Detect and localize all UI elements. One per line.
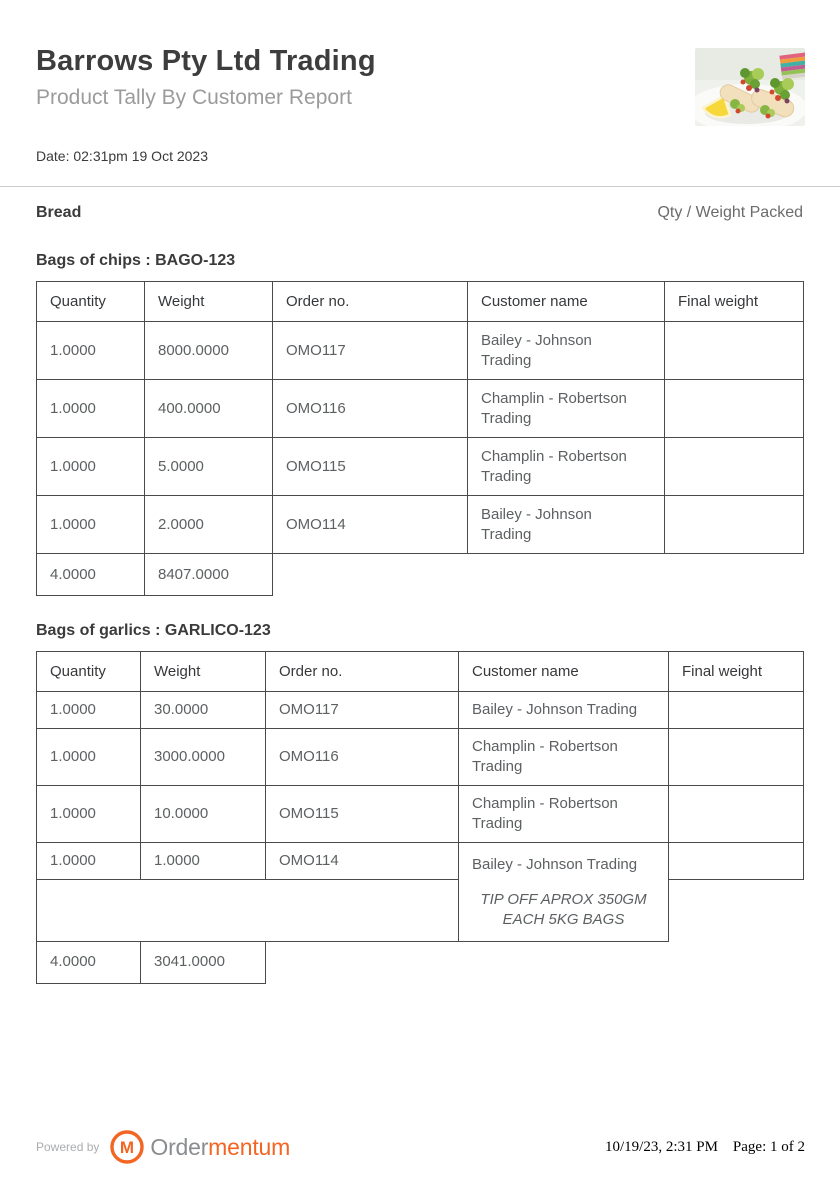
- total-weight-cell: 3041.0000: [141, 941, 266, 983]
- customer-cell: [459, 786, 669, 843]
- weight-cell: 5.0000: [145, 438, 273, 496]
- totals-ghost-cell: [273, 554, 804, 596]
- quantity-cell: 1.0000: [37, 322, 145, 380]
- order-no-cell: OMO114: [266, 843, 459, 880]
- column-header: Final weight: [665, 282, 804, 322]
- quantity-cell: 1.0000: [37, 786, 141, 843]
- final-weight-cell: [669, 729, 804, 786]
- order-no-cell: OMO116: [266, 729, 459, 786]
- salad-wraps-image: [695, 48, 805, 126]
- footer-page-number: Page: 1 of 2: [732, 1138, 805, 1155]
- customer-name: Champlin - Robertson Trading: [472, 795, 618, 832]
- weight-cell: 10.0000: [141, 786, 266, 843]
- order-no-cell: OMO117: [273, 322, 468, 380]
- column-header: Order no.: [273, 282, 468, 322]
- customer-name: Champlin - Robertson Trading: [481, 447, 627, 485]
- wordmark-order: Order: [150, 1134, 209, 1160]
- column-header: Quantity: [37, 282, 145, 322]
- totals-row: [37, 554, 804, 596]
- order-no-cell: OMO115: [266, 786, 459, 843]
- weight-cell: 400.0000: [145, 380, 273, 438]
- report-date: Date: 02:31pm 19 Oct 2023: [36, 148, 208, 164]
- column-header: Order no.: [266, 652, 459, 692]
- weight-cell: 1.0000: [141, 843, 266, 880]
- report-body: [0, 204, 840, 984]
- quantity-cell: 1.0000: [37, 729, 141, 786]
- quantity-cell: 1.0000: [37, 496, 145, 554]
- order-no-cell: OMO115: [273, 438, 468, 496]
- ordermentum-logo-icon: [109, 1129, 145, 1165]
- report-subtitle: Product Tally By Customer Report: [36, 86, 352, 109]
- customer-name: Champlin - Robertson Trading: [481, 389, 627, 427]
- weight-cell: 2.0000: [145, 496, 273, 554]
- category-label: Bread: [36, 204, 82, 221]
- final-weight-cell: [665, 380, 804, 438]
- note-row: [37, 880, 804, 942]
- final-weight-cell: [665, 496, 804, 554]
- category-row: [36, 204, 803, 222]
- column-header: Weight: [141, 652, 266, 692]
- table-row: [37, 322, 804, 380]
- product-table-garlics: [36, 651, 804, 984]
- product-heading-garlics: Bags of garlics : GARLICO-123: [36, 622, 271, 639]
- final-weight-cell: [669, 843, 804, 880]
- customer-cell: [468, 380, 665, 438]
- final-weight-cell: [665, 438, 804, 496]
- table-row: [37, 380, 804, 438]
- powered-by-label: Powered by: [36, 1140, 100, 1154]
- table-row: [37, 843, 804, 880]
- product-heading-chips: Bags of chips : BAGO-123: [36, 252, 236, 269]
- column-header: Final weight: [669, 652, 804, 692]
- table-header-row: [37, 652, 804, 692]
- column-header: Customer name: [468, 282, 665, 322]
- svg-text:M: M: [120, 1138, 135, 1157]
- order-no-cell: OMO114: [273, 496, 468, 554]
- customer-note: TIP OFF APROX 350GM EACH 5KG BAGS: [480, 890, 647, 928]
- quantity-cell: 1.0000: [37, 692, 141, 729]
- report-header: [0, 0, 840, 186]
- customer-cell: [459, 843, 669, 942]
- note-spacer-cell: [37, 880, 459, 942]
- totals-ghost-cell: [266, 941, 804, 983]
- table-row: [37, 729, 804, 786]
- ordermentum-wordmark: [150, 1129, 290, 1165]
- page-info: [605, 1139, 805, 1156]
- customer-cell: [459, 692, 669, 729]
- column-header: Weight: [145, 282, 273, 322]
- total-quantity-cell: 4.0000: [37, 554, 145, 596]
- footer-timestamp: 10/19/23, 2:31 PM: [604, 1138, 718, 1155]
- weight-cell: 8000.0000: [145, 322, 273, 380]
- totals-row: [37, 941, 804, 983]
- customer-cell: [468, 322, 665, 380]
- total-weight-cell: 8407.0000: [145, 554, 273, 596]
- table-row: [37, 786, 804, 843]
- header-divider: [0, 186, 840, 187]
- table-row: [37, 438, 804, 496]
- table-header-row: [37, 282, 804, 322]
- customer-name: Bailey - Johnson Trading: [481, 505, 592, 543]
- powered-by-block: [36, 1129, 290, 1165]
- customer-cell: [459, 729, 669, 786]
- customer-name: Champlin - Robertson Trading: [472, 738, 618, 775]
- customer-name: Bailey - Johnson Trading: [472, 701, 638, 718]
- customer-cell: [468, 496, 665, 554]
- table-row: [37, 692, 804, 729]
- order-no-cell: OMO117: [266, 692, 459, 729]
- quantity-cell: 1.0000: [37, 438, 145, 496]
- weight-cell: 30.0000: [141, 692, 266, 729]
- weight-cell: 3000.0000: [141, 729, 266, 786]
- column-header: Customer name: [459, 652, 669, 692]
- order-no-cell: OMO116: [273, 380, 468, 438]
- final-weight-cell: [669, 786, 804, 843]
- quantity-cell: 1.0000: [37, 380, 145, 438]
- report-title: Barrows Pty Ltd Trading: [36, 45, 376, 77]
- quantity-cell: 1.0000: [37, 843, 141, 880]
- total-quantity-cell: 4.0000: [37, 941, 141, 983]
- note-ghost-cell: [669, 880, 804, 942]
- customer-name: Bailey - Johnson Trading: [481, 331, 592, 369]
- customer-cell: [468, 438, 665, 496]
- salad-wraps-illustration: [695, 48, 805, 126]
- customer-name: Bailey - Johnson Trading: [472, 855, 638, 873]
- report-footer: [36, 1126, 805, 1168]
- packed-mode-label: Qty / Weight Packed: [657, 204, 803, 221]
- final-weight-cell: [669, 692, 804, 729]
- table-row: [37, 496, 804, 554]
- wordmark-mentum: mentum: [208, 1134, 291, 1160]
- final-weight-cell: [665, 322, 804, 380]
- column-header: Quantity: [37, 652, 141, 692]
- product-table-chips: [36, 281, 804, 596]
